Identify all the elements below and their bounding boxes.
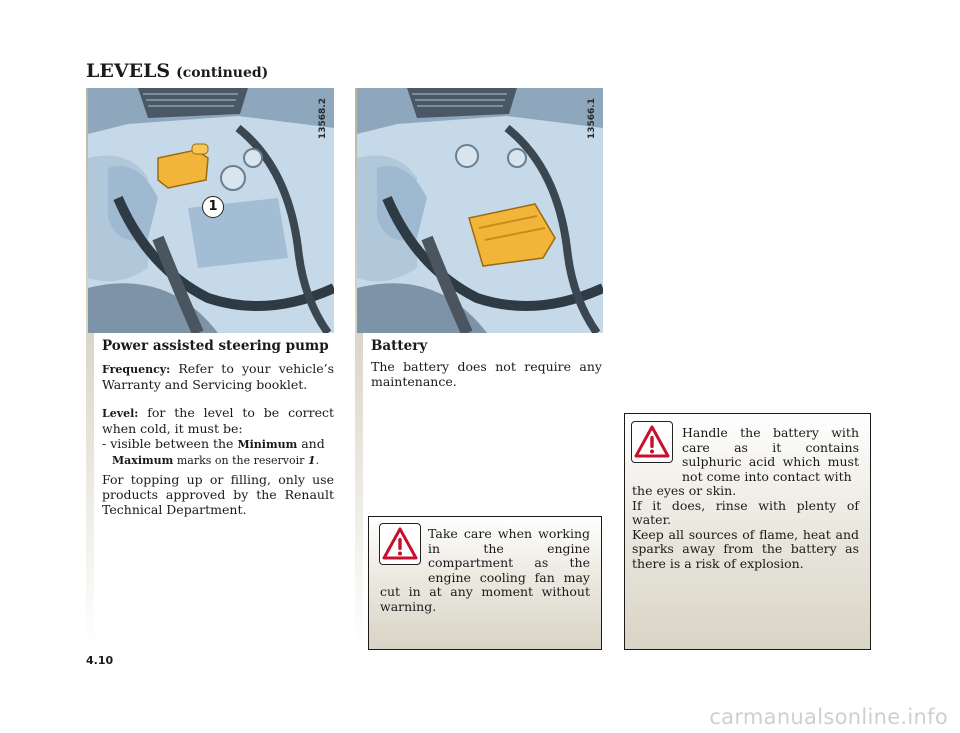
callout-marker: 1 xyxy=(202,196,224,218)
battery-warning-line2: the eyes or skin. xyxy=(632,483,737,498)
frequency-paragraph xyxy=(102,361,334,392)
level-bullet: - visible between the Minimum and Maximum marks on the reservoir 1. xyxy=(102,436,325,467)
battery-photo xyxy=(357,88,603,333)
fan-warning-box xyxy=(368,516,602,650)
bullet-and: and xyxy=(301,436,325,451)
frequency-label: Frequency: xyxy=(102,363,171,376)
marks-text: marks on the reservoir xyxy=(176,454,305,467)
reservoir-reference: 1 xyxy=(307,454,316,467)
battery-text: The battery does not require any maintenance. xyxy=(371,359,602,389)
minimum-mark: Minimum xyxy=(237,438,298,451)
engine-bay-illustration xyxy=(357,88,603,333)
watermark: carmanualsonline.info xyxy=(709,705,948,729)
bullet-prefix: - visible between the xyxy=(102,436,234,451)
battery-warning-line4: Keep all sources of flame, heat and sparks away from the battery as there is a risk of explosion. xyxy=(632,526,859,571)
steering-pump-photo xyxy=(88,88,334,333)
photo-reference-code: 13568.2 xyxy=(318,98,328,139)
maximum-mark: Maximum xyxy=(112,454,174,467)
page-title xyxy=(86,60,268,82)
page-number: 4.10 xyxy=(86,654,114,667)
title-text: LEVELS xyxy=(86,60,171,82)
battery-warning-line3: If it does, rinse with plenty of water. xyxy=(632,497,859,527)
frequency-text: Refer to your vehicle’s Warranty and Servicing booklet. xyxy=(102,361,334,392)
level-text: for the level to be correct when cold, it must be: xyxy=(102,405,334,436)
battery-warning-text xyxy=(632,426,859,571)
level-paragraph xyxy=(102,405,334,436)
battery-warning-line1: Handle the battery with care as it contains sulphuric acid which must not come into contact with xyxy=(682,425,859,484)
level-label: Level: xyxy=(102,407,139,420)
steering-heading: Power assisted steering pump xyxy=(102,338,329,354)
topping-paragraph: For topping up or filling, only use products approved by the Renault Technical Department. xyxy=(102,472,334,517)
fan-warning-copy: Take care when working in the engine compartment as the engine cooling fan may cut in at any moment without warning. xyxy=(380,526,590,614)
fan-warning-text xyxy=(380,527,590,614)
battery-warning-box xyxy=(624,413,871,650)
battery-heading: Battery xyxy=(371,338,428,354)
photo-reference-code: 13566.1 xyxy=(587,98,597,139)
title-subtitle: (continued) xyxy=(176,65,269,81)
